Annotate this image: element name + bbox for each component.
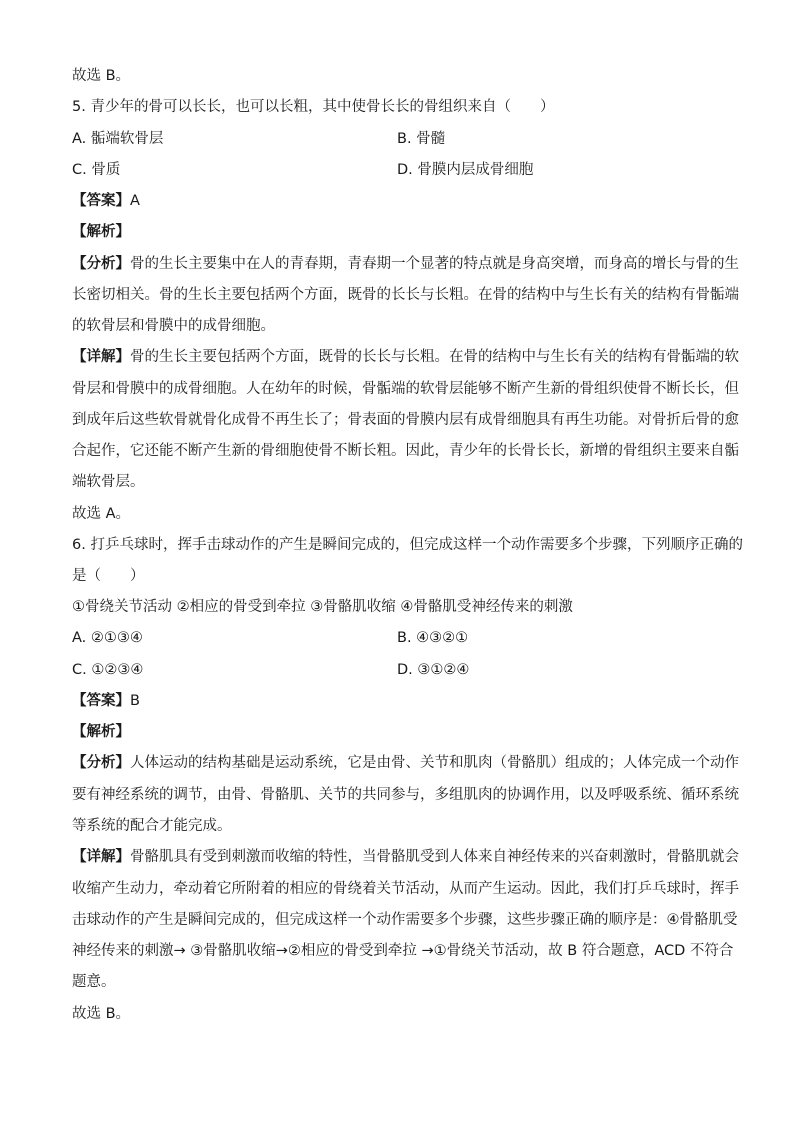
q6-detail-line-5: 题意。 [72, 974, 116, 990]
detail-tag: 【详解】 [72, 849, 130, 865]
q6-detail-line-4: 神经传来的刺激→ ③骨骼肌收缩→②相应的骨受到牵拉 →①骨绕关节活动，故 B 符合题意，ACD 不符合 [72, 943, 734, 959]
q5-analysis-line-1 [72, 254, 739, 274]
q4-final-answer: 故选 B。 [72, 68, 131, 84]
q5-answer [72, 191, 722, 211]
q6-answer [72, 691, 722, 711]
q5-option-c: C. 骨质 [72, 162, 121, 178]
analysis-text: 骨的生长主要集中在人的青春期，青春期一个显著的特点就是身高突增，而身高的增长与骨的生 [130, 256, 739, 272]
analysis-tag: 【分析】 [72, 256, 130, 272]
detail-text: 骨的生长主要包括两个方面，既骨的长长与长粗。在骨的结构中与生长有关的结构有骨骺端的软 [130, 349, 739, 365]
analysis-tag: 【分析】 [72, 755, 130, 771]
q5-option-d: D. 骨膜内层成骨细胞 [397, 162, 534, 178]
answer-value: A [130, 193, 140, 209]
q5-option-a: A. 骺端软骨层 [72, 131, 164, 147]
q5-detail-line-4: 合起作，它还能不断产生新的骨细胞使骨不断长粗。因此，青少年的长骨长长，新增的骨组织主要来自骺 [72, 443, 739, 459]
q6-items: ①骨绕关节活动 ②相应的骨受到牵拉 ③骨骼肌收缩 ④骨骼肌受神经传来的刺激 [72, 599, 573, 615]
q5-analysis-line-2: 长密切相关。骨的生长主要包括两个方面，既骨的长长与长粗。在骨的结构中与生长有关的结构有骨骺端 [72, 287, 739, 303]
q5-explain-tag [72, 222, 722, 242]
detail-text: 骨骼肌具有受到刺激而收缩的特性，当骨骼肌受到人体来自神经传来的兴奋刺激时，骨骼肌就会 [130, 849, 739, 865]
q6-option-c: C. ①②③④ [72, 662, 144, 678]
q5-analysis-line-3: 的软骨层和骨膜中的成骨细胞。 [72, 318, 275, 334]
q6-analysis-line-3: 等系统的配合才能完成。 [72, 818, 232, 834]
analysis-text: 人体运动的结构基础是运动系统，它是由骨、关节和肌肉（骨骼肌）组成的；人体完成一个动作 [130, 755, 739, 771]
q6-detail-line-2: 收缩产生动力，牵动着它所附着的相应的骨绕着关节活动，从而产生运动。因此，我们打乒乓球时，挥手 [72, 881, 739, 897]
q6-stem-line-2: 是（ ） [72, 568, 145, 584]
q5-detail-line-5: 端软骨层。 [72, 474, 145, 490]
q5-stem: 5. 青少年的骨可以长长，也可以长粗，其中使骨长长的骨组织来自（ ） [72, 99, 555, 115]
q6-explain-tag [72, 722, 722, 742]
q6-stem-line-1: 6. 打乒乓球时，挥手击球动作的产生是瞬间完成的，但完成这样一个动作需要多个步骤，下列顺序正确的 [72, 537, 743, 553]
q6-analysis-line-1 [72, 753, 739, 773]
answer-value: B [130, 693, 140, 709]
q5-final-answer: 故选 A。 [72, 506, 131, 522]
q5-option-b: B. 骨髓 [397, 131, 446, 147]
q6-option-b: B. ④③②① [397, 630, 469, 646]
q6-detail-line-3: 击球动作的产生是瞬间完成的，但完成这样一个动作需要多个步骤，这些步骤正确的顺序是：④骨骼肌受 [72, 912, 738, 928]
q5-detail-line-1 [72, 347, 739, 367]
answer-tag: 【答案】 [72, 693, 130, 709]
q5-detail-line-3: 到成年后这些软骨就骨化成骨不再生长了；骨表面的骨膜内层有成骨细胞具有再生功能。对骨折后骨的愈 [72, 412, 739, 428]
q6-option-d: D. ③①②④ [397, 662, 470, 678]
q5-detail-line-2: 骨层和骨膜中的成骨细胞。人在幼年的时候，骨骺端的软骨层能够不断产生新的骨组织使骨不断长长，但 [72, 381, 739, 397]
q6-detail-line-1 [72, 847, 739, 867]
q6-option-a: A. ②①③④ [72, 630, 143, 646]
answer-tag: 【答案】 [72, 193, 130, 209]
q6-final-answer: 故选 B。 [72, 1006, 131, 1022]
explain-tag: 【解析】 [72, 724, 130, 740]
detail-tag: 【详解】 [72, 349, 130, 365]
explain-tag: 【解析】 [72, 224, 130, 240]
q6-analysis-line-2: 要有神经系统的调节，由骨、骨骼肌、关节的共同参与，多组肌肉的协调作用，以及呼吸系统、循环系统 [72, 787, 739, 803]
